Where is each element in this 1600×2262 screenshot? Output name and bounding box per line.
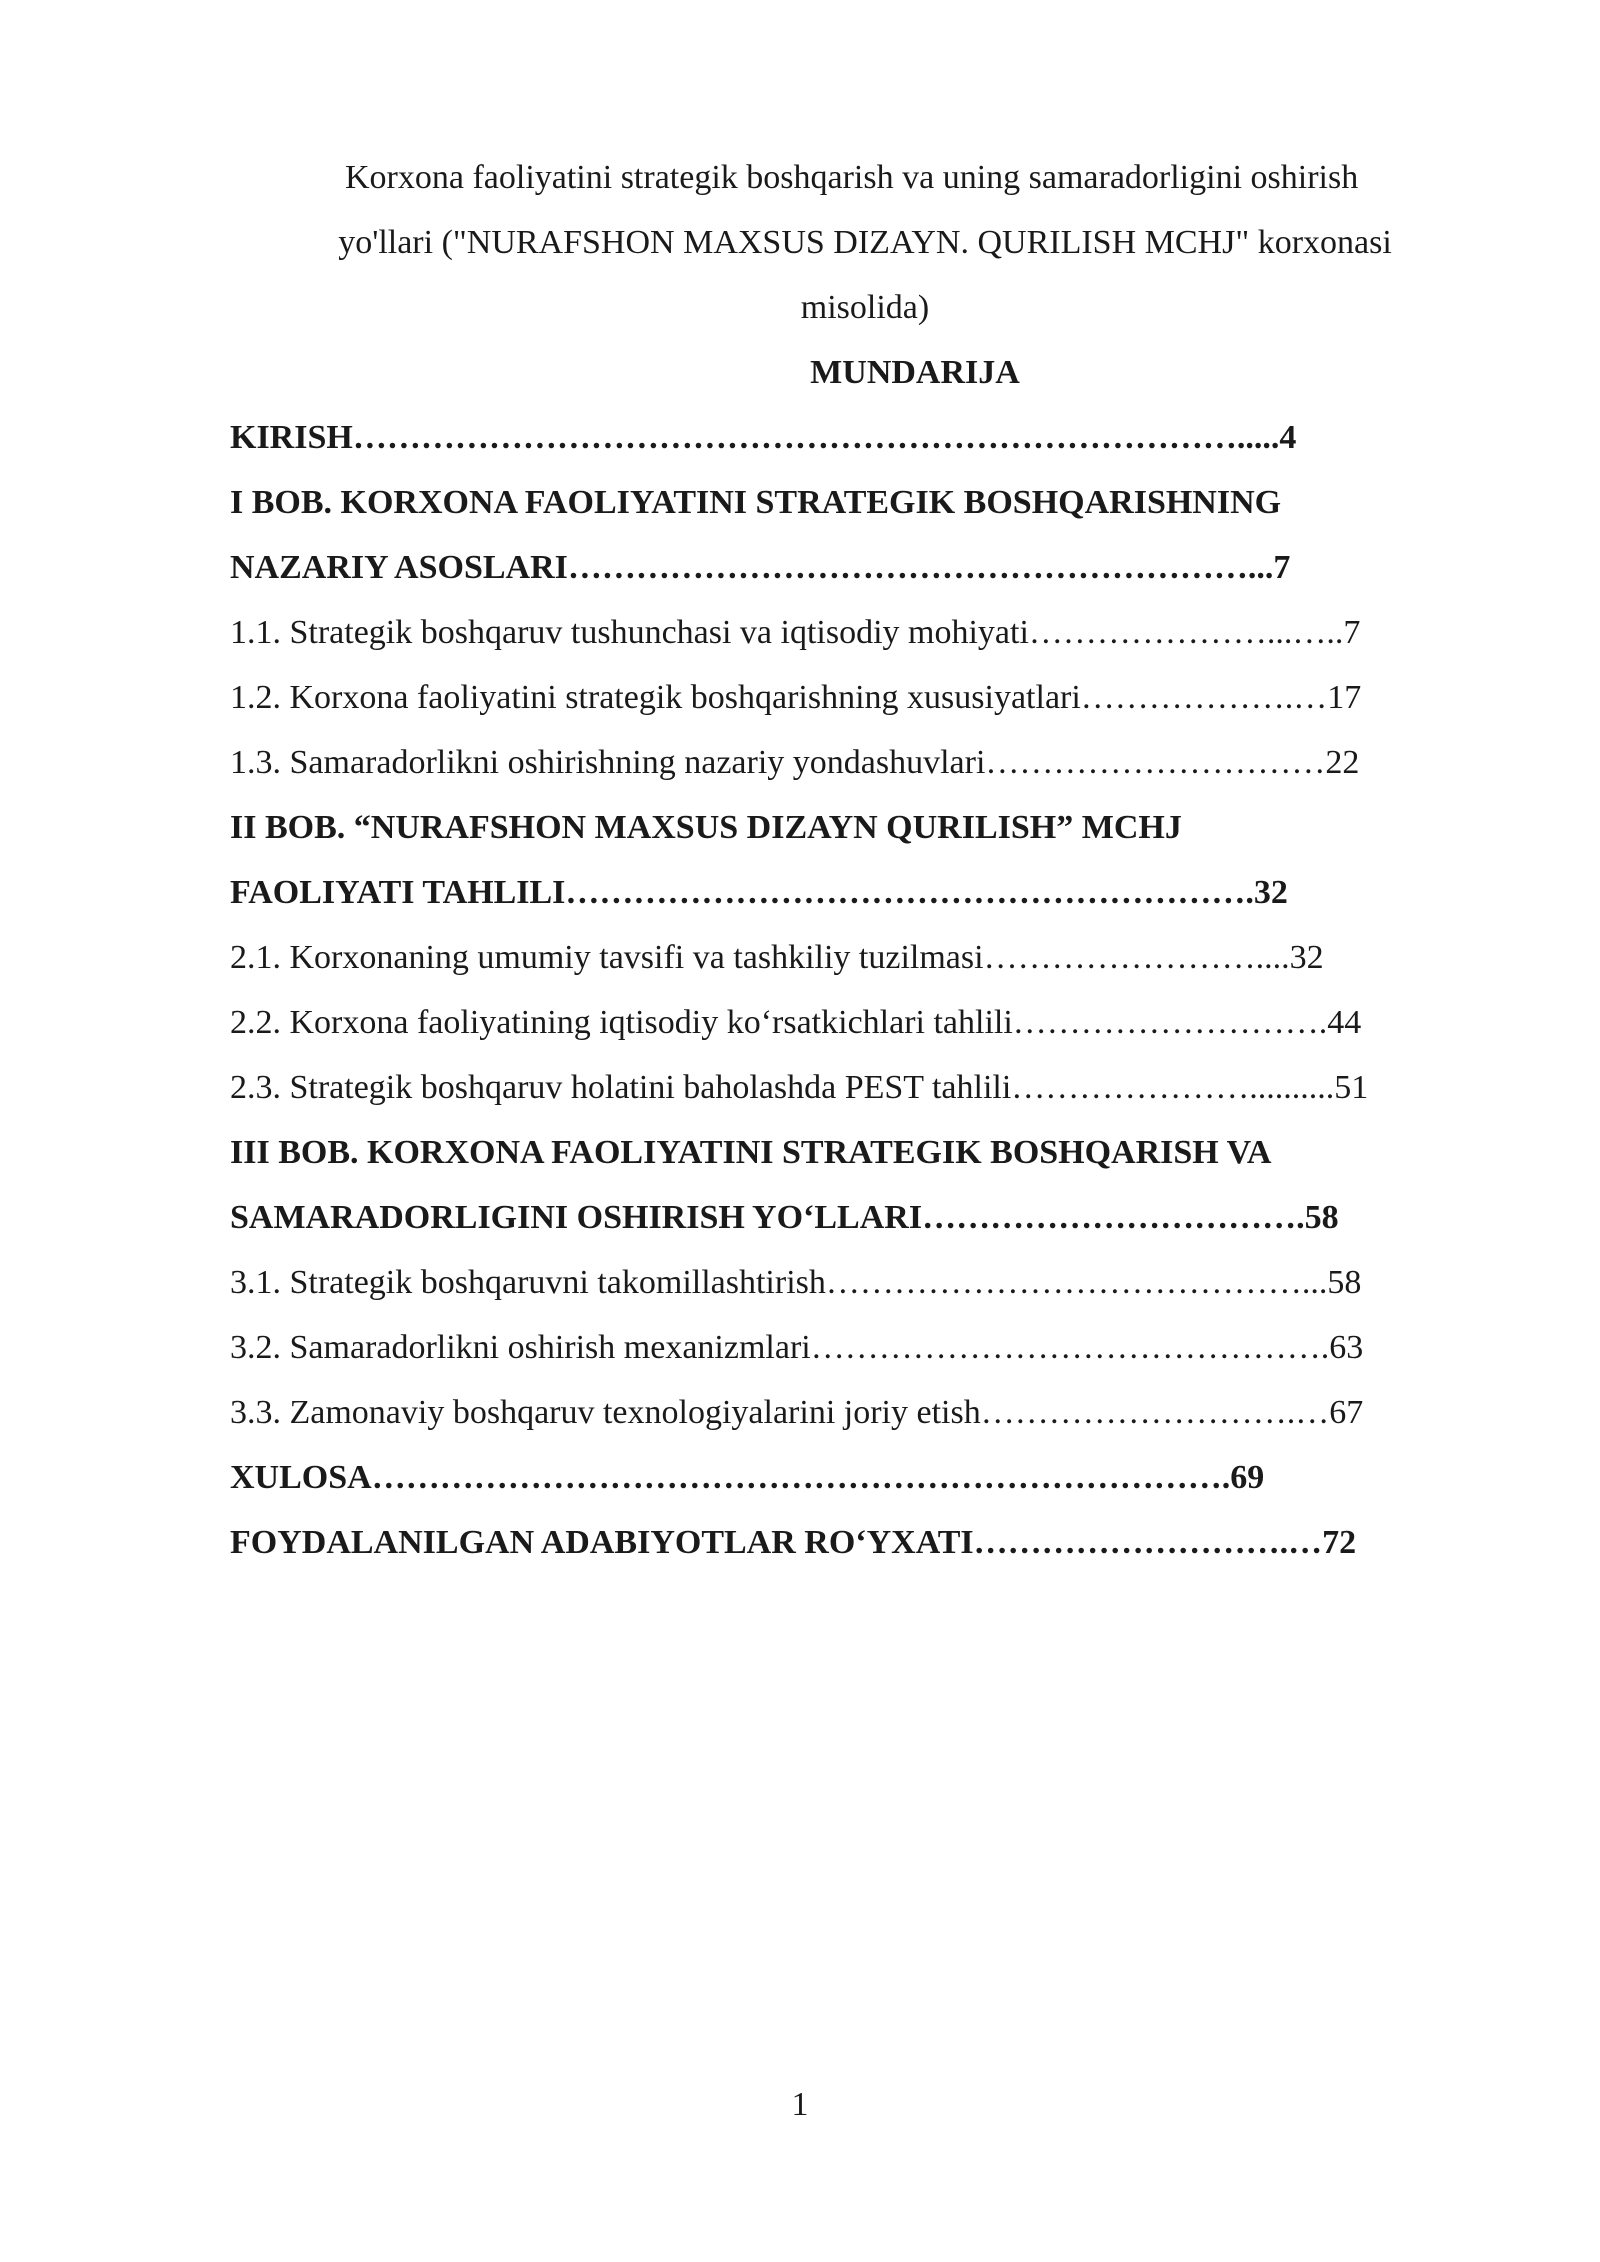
toc-entry: KIRISH…………………………………………………………………….....4 — [230, 419, 1297, 456]
contents-heading: MUNDARIJA — [810, 354, 1020, 391]
toc-entry: I BOB. KORXONA FAOLIYATINI STRATEGIK BOSHQARISHNING — [230, 484, 1282, 521]
toc-entry: 3.3. Zamonaviy boshqaruv texnologiyalarini joriy etish……………………….…67 — [230, 1394, 1364, 1431]
toc-entry: 2.1. Korxonaning umumiy tavsifi va tashkiliy tuzilmasi……………………....32 — [230, 939, 1324, 976]
toc-entry: 2.2. Korxona faoliyatining iqtisodiy ko‘rsatkichlari tahlili……………………….44 — [230, 1004, 1362, 1041]
toc-entry: FOYDALANILGAN ADABIYOTLAR RO‘YXATI……………………….…72 — [230, 1524, 1357, 1561]
document-title — [230, 145, 1500, 340]
toc-entry: 1.2. Korxona faoliyatini strategik boshqarishning xususiyatlari……………….…17 — [230, 679, 1362, 716]
toc-entry: II BOB. “NURAFSHON MAXSUS DIZAYN QURILISH” MCHJ — [230, 809, 1182, 846]
toc-entry: SAMARADORLIGINI OSHIRISH YO‘LLARI…………………………….58 — [230, 1199, 1339, 1236]
toc-entry: 3.2. Samaradorlikni oshirish mexanizmlari……………………………………….63 — [230, 1329, 1364, 1366]
toc-entry: III BOB. KORXONA FAOLIYATINI STRATEGIK BOSHQARISH VA — [230, 1134, 1272, 1171]
title-line: Korxona faoliyatini strategik boshqarish va uning samaradorligini oshirish — [345, 159, 1359, 196]
toc-entry: 1.3. Samaradorlikni oshirishning nazariy yondashuvlari…………………………22 — [230, 744, 1360, 781]
toc-entry: XULOSA………………………………………………………………….69 — [230, 1459, 1265, 1496]
toc-entry: 1.1. Strategik boshqaruv tushunchasi va iqtisodiy mohiyati…………………...…..7 — [230, 614, 1361, 651]
toc-entry: FAOLIYATI TAHLILI…………………………………………………….32 — [230, 874, 1288, 911]
table-of-contents — [230, 405, 1500, 1575]
toc-entry: 2.3. Strategik boshqaruv holatini baholashda PEST tahlili…………………..........51 — [230, 1069, 1369, 1106]
toc-entry: NAZARIY ASOSLARI……………………………………………………...7 — [230, 549, 1291, 586]
toc-entry: 3.1. Strategik boshqaruvni takomillashtirish……………………………………...58 — [230, 1264, 1362, 1301]
title-line: yo'llari ("NURAFSHON MAXSUS DIZAYN. QURILISH MCHJ" korxonasi — [338, 224, 1392, 261]
page-number: 1 — [791, 2086, 809, 2123]
title-line: misolida) — [800, 289, 930, 326]
